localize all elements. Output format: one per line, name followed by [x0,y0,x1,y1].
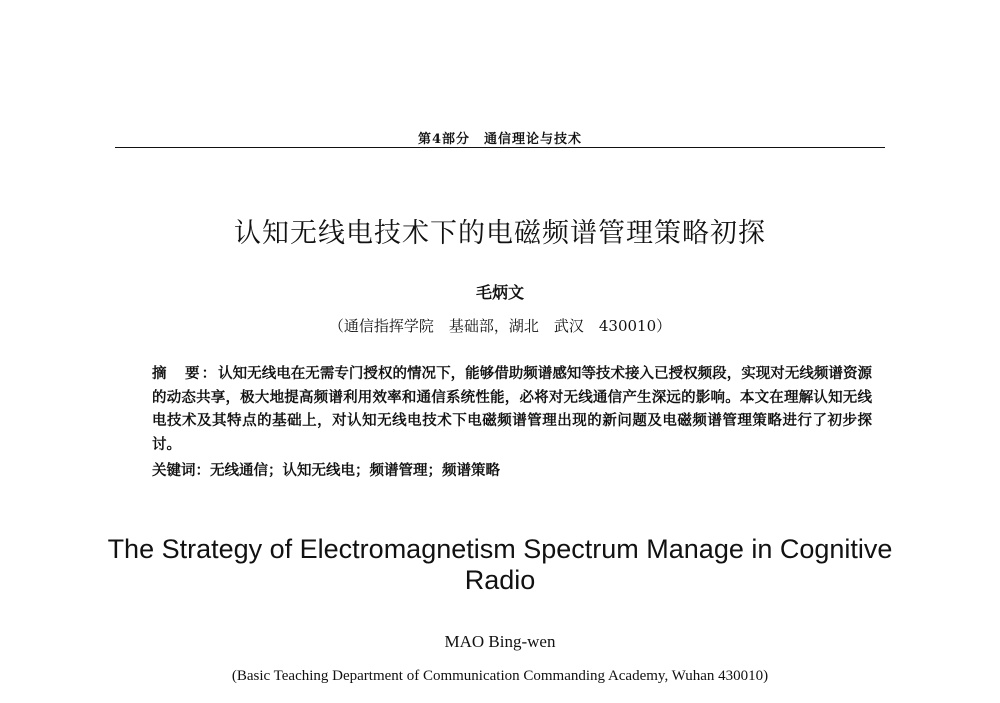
affiliation-cn: （通信指挥学院 基础部，湖北 武汉 430010） [328,317,672,335]
abstract [152,362,872,456]
keywords [152,459,872,480]
keywords-text: 无线通信；认知无线电；频谱管理；频谱策略 [210,462,500,479]
author-en: MAO Bing-wen [444,632,556,651]
abstract-text: 认知无线电在无需专门授权的情况下，能够借助频谱感知等技术接入已授权频段，实现对无线频谱资源的动态共享，极大地提高频谱利用效率和通信系统性能，必将对无线通信产生深远的影响。本文在理解认知无线电技术及其特点的基础上，对认知无线电技术下电磁频谱管理出现的新问题及电磁频谱管理策略进行了初步探讨。 [152,365,872,453]
header-rule [115,147,885,148]
running-header: 第4部分 通信理论与技术 [417,132,583,147]
paper-title-en: The Strategy of Electromagnetism Spectrum Manage in Cognitive Radio [107,534,893,595]
paper-title-cn: 认知无线电技术下的电磁频谱管理策略初探 [234,218,766,249]
author-cn: 毛炳文 [475,283,524,302]
abstract-label: 摘 要： [152,365,219,382]
affiliation-en: (Basic Teaching Department of Communication Commanding Academy, Wuhan 430010) [231,668,769,684]
keywords-label: 关键词： [152,462,210,479]
